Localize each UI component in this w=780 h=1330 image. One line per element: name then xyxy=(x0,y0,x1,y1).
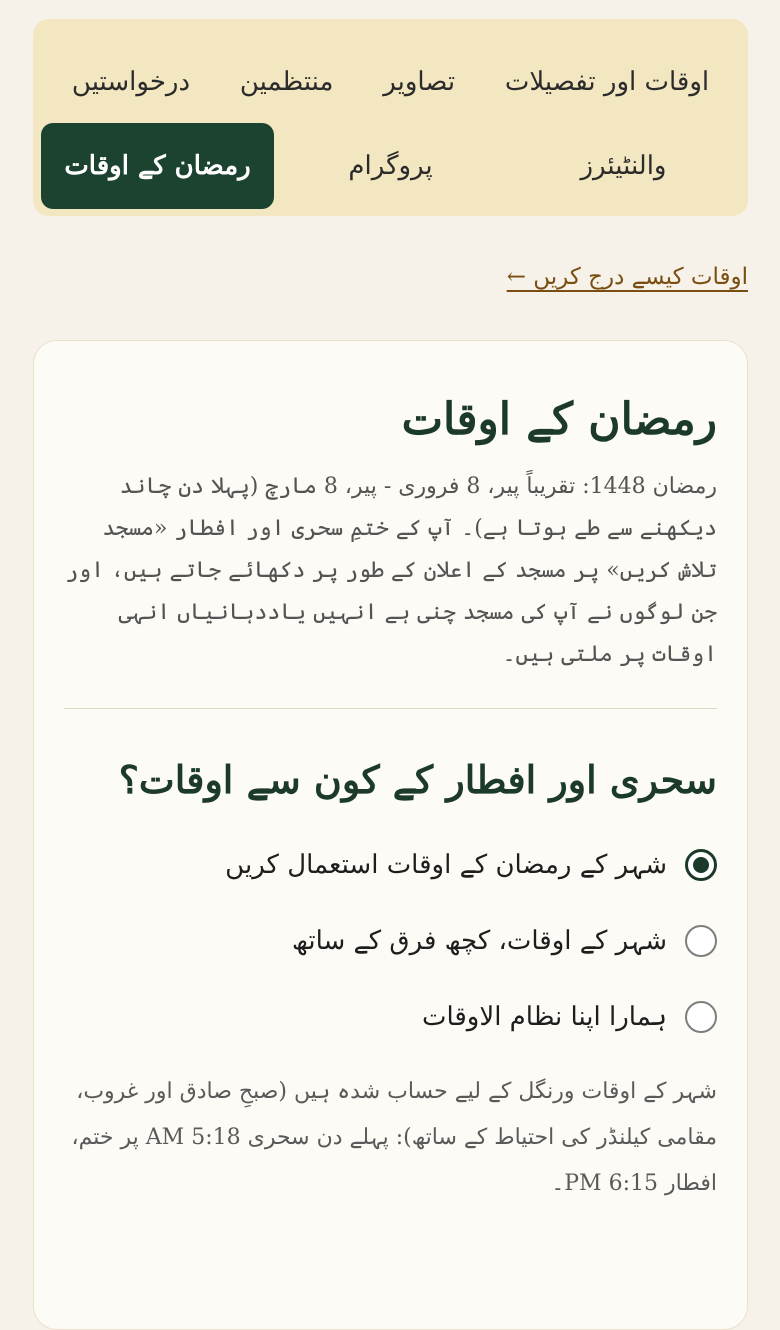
tab-ramadan-times[interactable]: رمضان کے اوقات xyxy=(41,123,274,209)
option-label: شہر کے رمضان کے اوقات استعمال کریں xyxy=(225,849,667,880)
tab-details[interactable]: اوقات اور تفصیلات xyxy=(504,67,710,97)
option-city-times-offset[interactable] xyxy=(64,903,717,979)
timing-options xyxy=(64,827,717,1055)
option-city-times[interactable] xyxy=(64,827,717,903)
tab-photos[interactable]: تصاویر xyxy=(383,67,456,97)
card-title: رمضان کے اوقات xyxy=(401,394,717,445)
radio-dot-icon xyxy=(693,857,709,873)
how-to-enter-times-link[interactable]: اوقات کیسے درج کریں ← xyxy=(506,264,748,290)
option-label: شہر کے اوقات، کچھ فرق کے ساتھ xyxy=(291,925,667,956)
tab-navigation xyxy=(33,19,748,216)
ramadan-times-card xyxy=(33,340,748,1330)
city-times-note: شہر کے اوقات ورنگل کے لیے حساب شدہ ہیں (صبحِ صادق اور غروب، مقامی کیلنڈر کی احتیاط کے ساتھ): پہلے دن سحری 5:18 AM پر ختم، افطار 6:15 PM۔ xyxy=(71,1078,717,1196)
option-label: ہمارا اپنا نظام الاوقات xyxy=(421,1001,667,1032)
tab-row-1 xyxy=(33,57,748,107)
tab-row-2 xyxy=(33,123,748,209)
radio-unselected-icon[interactable] xyxy=(685,1001,717,1033)
tab-volunteers[interactable]: والنٹیئرز xyxy=(580,151,667,181)
ramadan-description: رمضان 1448: تقریباً پیر، 8 فروری - پیر، 8 مارچ (پہلا دن چاند دیکھنے سے طے ہوتا ہے)۔ آپ کے ختمِ سحری اور افطار «مسجد تلاش کریں» پر مسجد کے اعلان کے طور پر دکھائے جاتے ہیں، اور جن لوگوں نے آپ کی مسجد چنی ہے انہیں یاددہانیاں انہی اوقات پر ملتی ہیں۔ xyxy=(65,474,717,668)
option-own-schedule[interactable] xyxy=(64,979,717,1055)
tab-requests[interactable]: درخواستیں xyxy=(71,67,191,97)
radio-unselected-icon[interactable] xyxy=(685,925,717,957)
radio-selected-icon[interactable] xyxy=(685,849,717,881)
timing-question: سحری اور افطار کے کون سے اوقات؟ xyxy=(118,757,717,803)
tab-programs[interactable]: پروگرام xyxy=(348,151,433,181)
tab-organizers[interactable]: منتظمین xyxy=(239,67,334,97)
divider xyxy=(64,708,717,709)
